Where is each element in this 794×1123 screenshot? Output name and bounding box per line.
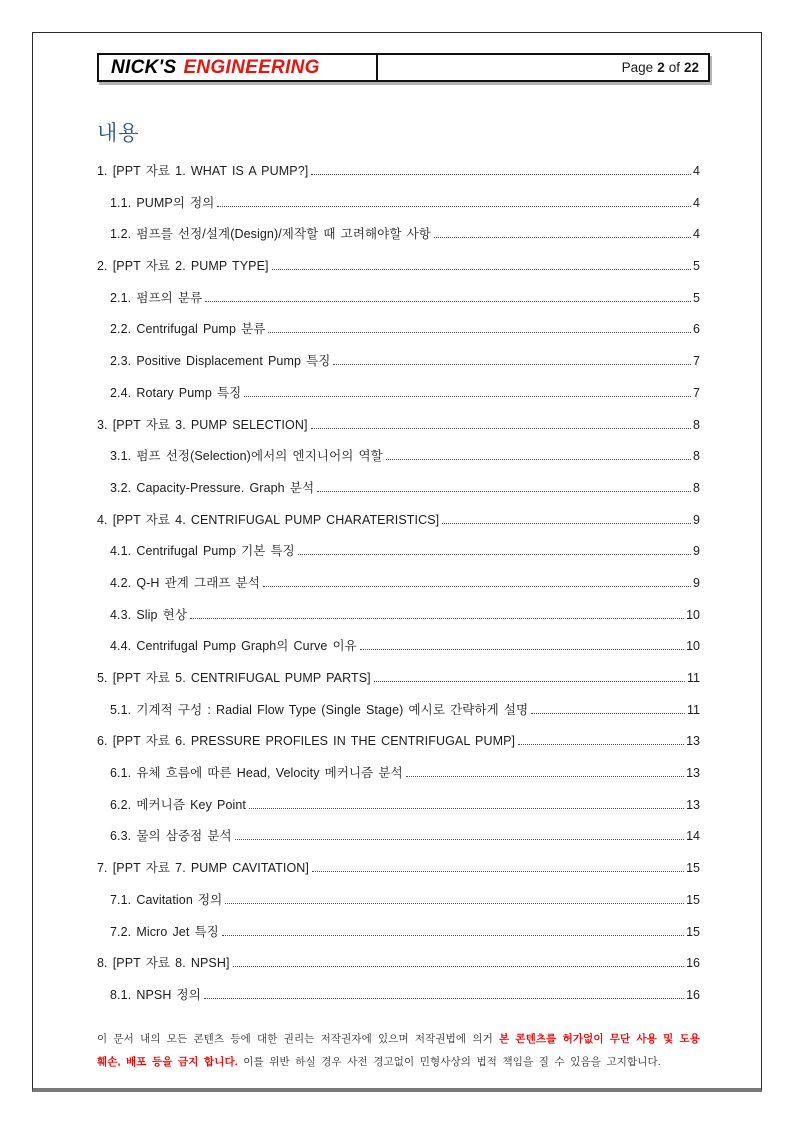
toc-leader-dots	[217, 206, 691, 207]
toc-entry-page: 16	[686, 987, 700, 1002]
footer-text-black-2: 이를 위반 하실 경우 사전 경고없이 민형사상의 법적 책임을 질 수 있음을 고지합니다.	[237, 1056, 661, 1069]
toc-entry-page: 10	[686, 607, 700, 622]
toc-entry[interactable]	[97, 438, 700, 470]
toc-entry[interactable]	[97, 153, 700, 185]
toc-entry-label: 1.2. 펌프를 선정/설계(Design)/제작할 때 고려해야할 사항	[110, 227, 431, 242]
toc-entry-label: 7.2. Micro Jet 특징	[110, 924, 219, 939]
toc-entry[interactable]	[97, 343, 700, 375]
toc-list	[97, 153, 700, 1009]
toc-leader-dots	[222, 935, 684, 936]
page-indicator	[378, 55, 708, 80]
toc-entry[interactable]	[97, 914, 700, 946]
toc-leader-dots	[311, 428, 692, 429]
toc-entry-label: 4.2. Q-H 관계 그래프 분석	[110, 575, 260, 590]
toc-entry[interactable]	[97, 565, 700, 597]
toc-entry[interactable]	[97, 407, 700, 439]
toc-leader-dots	[442, 523, 691, 524]
toc-leader-dots	[244, 396, 691, 397]
toc-entry[interactable]	[97, 280, 700, 312]
toc-leader-dots	[205, 301, 691, 302]
toc-entry-page: 6	[693, 322, 700, 337]
toc-entry-page: 4	[693, 164, 700, 178]
toc-entry-label: 4.3. Slip 현상	[110, 607, 187, 622]
document-page	[32, 32, 762, 1092]
toc-leader-dots	[204, 998, 684, 999]
toc-leader-dots	[298, 554, 691, 555]
toc-leader-dots	[386, 459, 691, 460]
toc-entry-page: 4	[693, 227, 700, 242]
toc-entry[interactable]	[97, 818, 700, 850]
logo-text-engineering: ENGINEERING	[183, 56, 320, 78]
toc-entry[interactable]	[97, 311, 700, 343]
toc-entry[interactable]	[97, 787, 700, 819]
toc-entry-label: 2.2. Centrifugal Pump 분류	[110, 322, 266, 337]
toc-entry-label: 8. [PPT 자료 8. NPSH]	[97, 956, 230, 971]
toc-entry[interactable]	[97, 502, 700, 534]
toc-entry-label: 1.1. PUMP의 정의	[110, 195, 215, 210]
toc-leader-dots	[518, 744, 684, 745]
toc-entry-label: 8.1. NPSH 정의	[110, 987, 201, 1002]
toc-entry[interactable]	[97, 597, 700, 629]
toc-entry-page: 14	[686, 829, 700, 844]
toc-entry[interactable]	[97, 533, 700, 565]
toc-entry-page: 11	[687, 702, 700, 717]
toc-entry[interactable]	[97, 755, 700, 787]
toc-entry-page: 16	[686, 956, 700, 971]
toc-entry-page: 13	[686, 734, 700, 749]
toc-entry-page: 15	[686, 924, 700, 939]
toc-leader-dots	[233, 966, 685, 967]
toc-leader-dots	[311, 174, 691, 175]
toc-leader-dots	[360, 649, 684, 650]
toc-entry-page: 5	[693, 259, 700, 274]
toc-entry[interactable]	[97, 882, 700, 914]
toc-entry[interactable]	[97, 723, 700, 755]
toc-leader-dots	[434, 237, 691, 238]
footer-text-black-1: 이 문서 내의 모든 콘텐츠 등에 대한 권리는 저작권자에 있으며 저작권법에 의거	[97, 1033, 499, 1046]
toc-entry-page: 7	[693, 354, 700, 369]
toc-entry-label: 6.3. 물의 삼중점 분석	[110, 829, 232, 844]
toc-entry-label: 4.1. Centrifugal Pump 기본 특징	[110, 544, 295, 559]
toc-leader-dots	[406, 776, 684, 777]
page-indicator-prefix: Page	[621, 60, 654, 75]
toc-entry-label: 3.2. Capacity-Pressure. Graph 분석	[110, 480, 315, 495]
toc-entry-label: 5. [PPT 자료 5. CENTRIFUGAL PUMP PARTS]	[97, 671, 371, 685]
toc-leader-dots	[268, 332, 691, 333]
toc-entry[interactable]	[97, 628, 700, 660]
toc-entry-label: 2.3. Positive Displacement Pump 특징	[110, 354, 331, 369]
page-indicator-of: of	[668, 60, 680, 75]
toc-entry[interactable]	[97, 470, 700, 502]
toc-entry-label: 6.2. 메커니즘 Key Point	[110, 797, 246, 812]
toc-entry-page: 5	[693, 290, 700, 305]
toc-leader-dots	[190, 618, 684, 619]
toc-entry-label: 3.1. 펌프 선정(Selection)에서의 엔지니어의 역할	[110, 449, 383, 464]
toc-leader-dots	[531, 713, 685, 714]
toc-leader-dots	[374, 681, 685, 682]
toc-leader-dots	[263, 586, 691, 587]
page-indicator-current: 2	[657, 60, 665, 75]
toc-leader-dots	[312, 871, 684, 872]
toc-leader-dots	[317, 491, 691, 492]
toc-entry-label: 1. [PPT 자료 1. WHAT IS A PUMP?]	[97, 164, 309, 178]
toc-entry-label: 5.1. 기계적 구성 : Radial Flow Type (Single Stage) 예시로 간략하게 설명	[110, 702, 529, 717]
toc-entry-page: 8	[693, 417, 700, 432]
toc-entry[interactable]	[97, 660, 700, 692]
toc-entry[interactable]	[97, 248, 700, 280]
toc-entry-page: 8	[693, 449, 700, 464]
toc-entry-page: 13	[686, 766, 700, 781]
toc-leader-dots	[333, 364, 691, 365]
toc-leader-dots	[272, 269, 691, 270]
toc-entry-page: 10	[686, 639, 700, 654]
toc-entry-page: 13	[686, 797, 700, 812]
toc-entry[interactable]	[97, 216, 700, 248]
toc-entry-label: 7.1. Cavitation 정의	[110, 892, 223, 907]
toc-entry[interactable]	[97, 850, 700, 882]
toc-entry[interactable]	[97, 692, 700, 724]
toc-entry-page: 15	[686, 861, 700, 876]
toc-entry-label: 2. [PPT 자료 2. PUMP TYPE]	[97, 259, 269, 274]
toc-entry-label: 3. [PPT 자료 3. PUMP SELECTION]	[97, 417, 308, 432]
toc-entry-page: 4	[693, 195, 700, 210]
toc-entry-page: 9	[693, 512, 700, 527]
logo	[99, 55, 378, 80]
toc-entry-page: 9	[693, 575, 700, 590]
toc-title: 내용	[97, 122, 140, 145]
toc-entry-page: 11	[687, 671, 700, 685]
toc-entry-label: 6. [PPT 자료 6. PRESSURE PROFILES IN THE CENTRIFUGAL PUMP]	[97, 734, 516, 749]
page-indicator-total: 22	[683, 60, 699, 75]
footer-copyright-notice	[97, 1028, 700, 1074]
toc-entry-label: 6.1. 유체 흐름에 따른 Head, Velocity 메커니즘 분석	[110, 766, 403, 781]
toc-entry-label: 4.4. Centrifugal Pump Graph의 Curve 이유	[110, 639, 357, 654]
toc-entry[interactable]	[97, 375, 700, 407]
toc-entry-label: 7. [PPT 자료 7. PUMP CAVITATION]	[97, 861, 310, 876]
toc-entry[interactable]	[97, 185, 700, 217]
toc-entry-page: 9	[693, 544, 700, 559]
toc-leader-dots	[249, 808, 684, 809]
toc-leader-dots	[225, 903, 684, 904]
toc-entry-label: 4. [PPT 자료 4. CENTRIFUGAL PUMP CHARATERISTICS]	[97, 512, 440, 527]
logo-text-nicks: NICK'S	[111, 56, 177, 78]
toc-entry[interactable]	[97, 945, 700, 977]
toc-entry-page: 15	[686, 892, 700, 907]
toc-entry-label: 2.1. 펌프의 분류	[110, 290, 203, 305]
toc-entry-page: 8	[693, 480, 700, 495]
toc-entry-page: 7	[693, 385, 700, 400]
footer-text-red: 본 콘텐츠를 허가없이 무단 사용 및 도용 훼손, 배포 등을 금지 합니다.	[97, 1033, 700, 1069]
header-table	[97, 53, 710, 82]
toc-entry[interactable]	[97, 977, 700, 1009]
toc-leader-dots	[235, 839, 684, 840]
toc-entry-label: 2.4. Rotary Pump 특징	[110, 385, 242, 400]
